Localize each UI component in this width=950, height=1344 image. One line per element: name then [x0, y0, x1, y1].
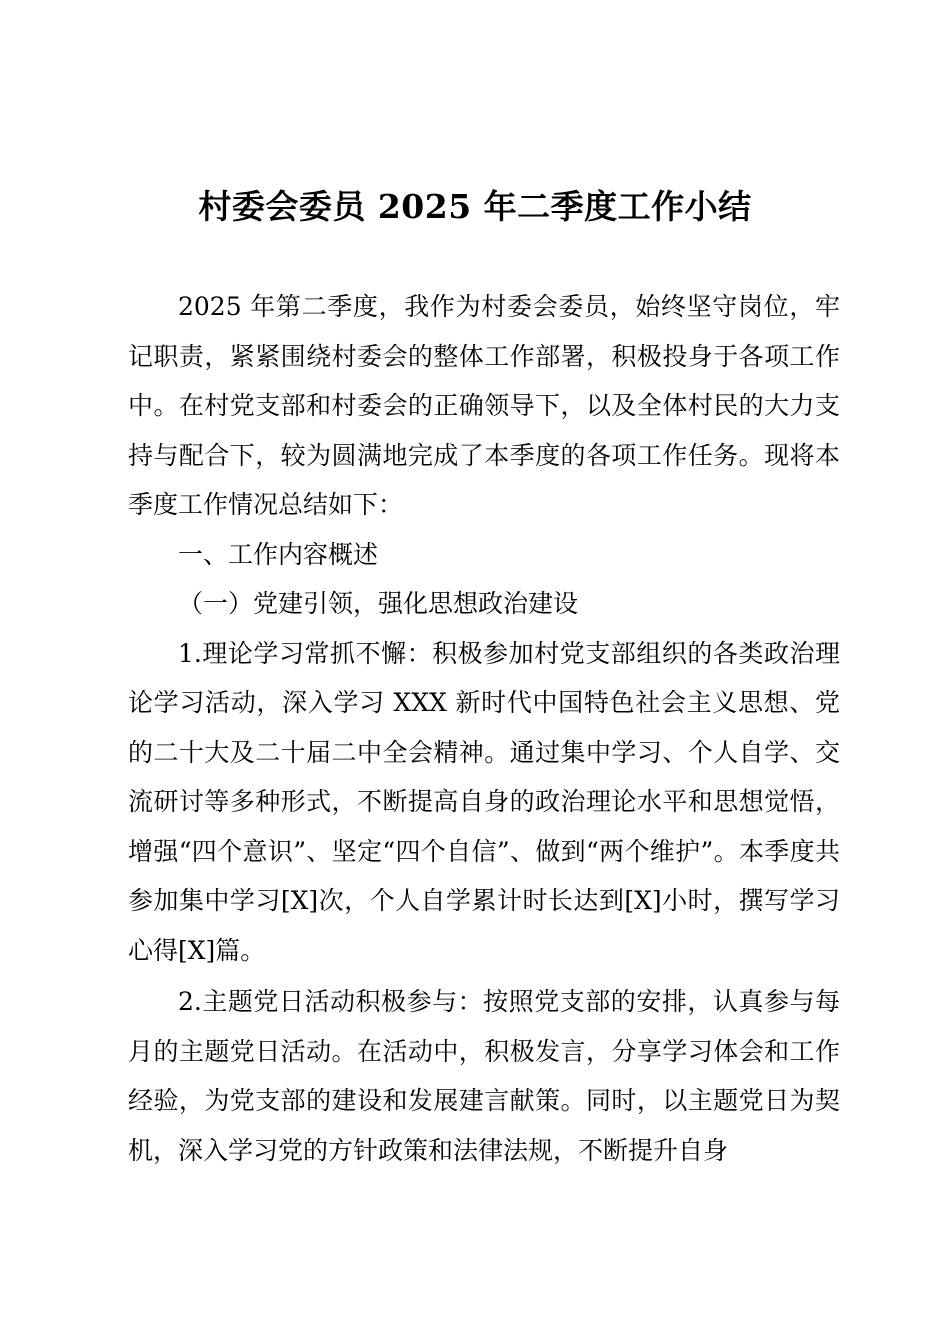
intro-paragraph: 2025 年第二季度，我作为村委会委员，始终坚守岗位，牢记职责，紧紧围绕村委会的整体工作部署，积极投身于各项工作中。在村党支部和村委会的正确领导下，以及全体村民的大力支持与配合下，较为圆满地完成了本季度的各项工作任务。现将本季度工作情况总结如下：	[128, 292, 840, 519]
subsection-heading-1: （一）党建引领，强化思想政治建设	[178, 589, 579, 618]
section-heading-1: 一、工作内容概述	[178, 539, 379, 569]
document-title: 村委会委员 2025 年二季度工作小结	[198, 187, 752, 226]
item-paragraph-1: 1.理论学习常抓不懈：积极参加村党支部组织的各类政治理论学习活动，深入学习 XXX 新时代中国特色社会主义思想、党的二十大及二十届二中全会精神。通过集中学习、个人自学、交流研讨等多种形式，不断提高自身的政治理论水平和思想觉悟，增强“四个意识”、坚定“四个自信”、做到“两个维护”。本季度共参加集中学习[X]次，个人自学累计时长达到[X]小时，撰写学习心得[X]篇。	[128, 638, 840, 965]
document-body	[128, 282, 840, 1175]
item-paragraph-2: 2.主题党日活动积极参与：按照党支部的安排，认真参与每月的主题党日活动。在活动中，积极发言，分享学习体会和工作经验，为党支部的建设和发展建言献策。同时，以主题党日为契机，深入学习党的方针政策和法律法规，不断提升自身	[128, 987, 840, 1165]
